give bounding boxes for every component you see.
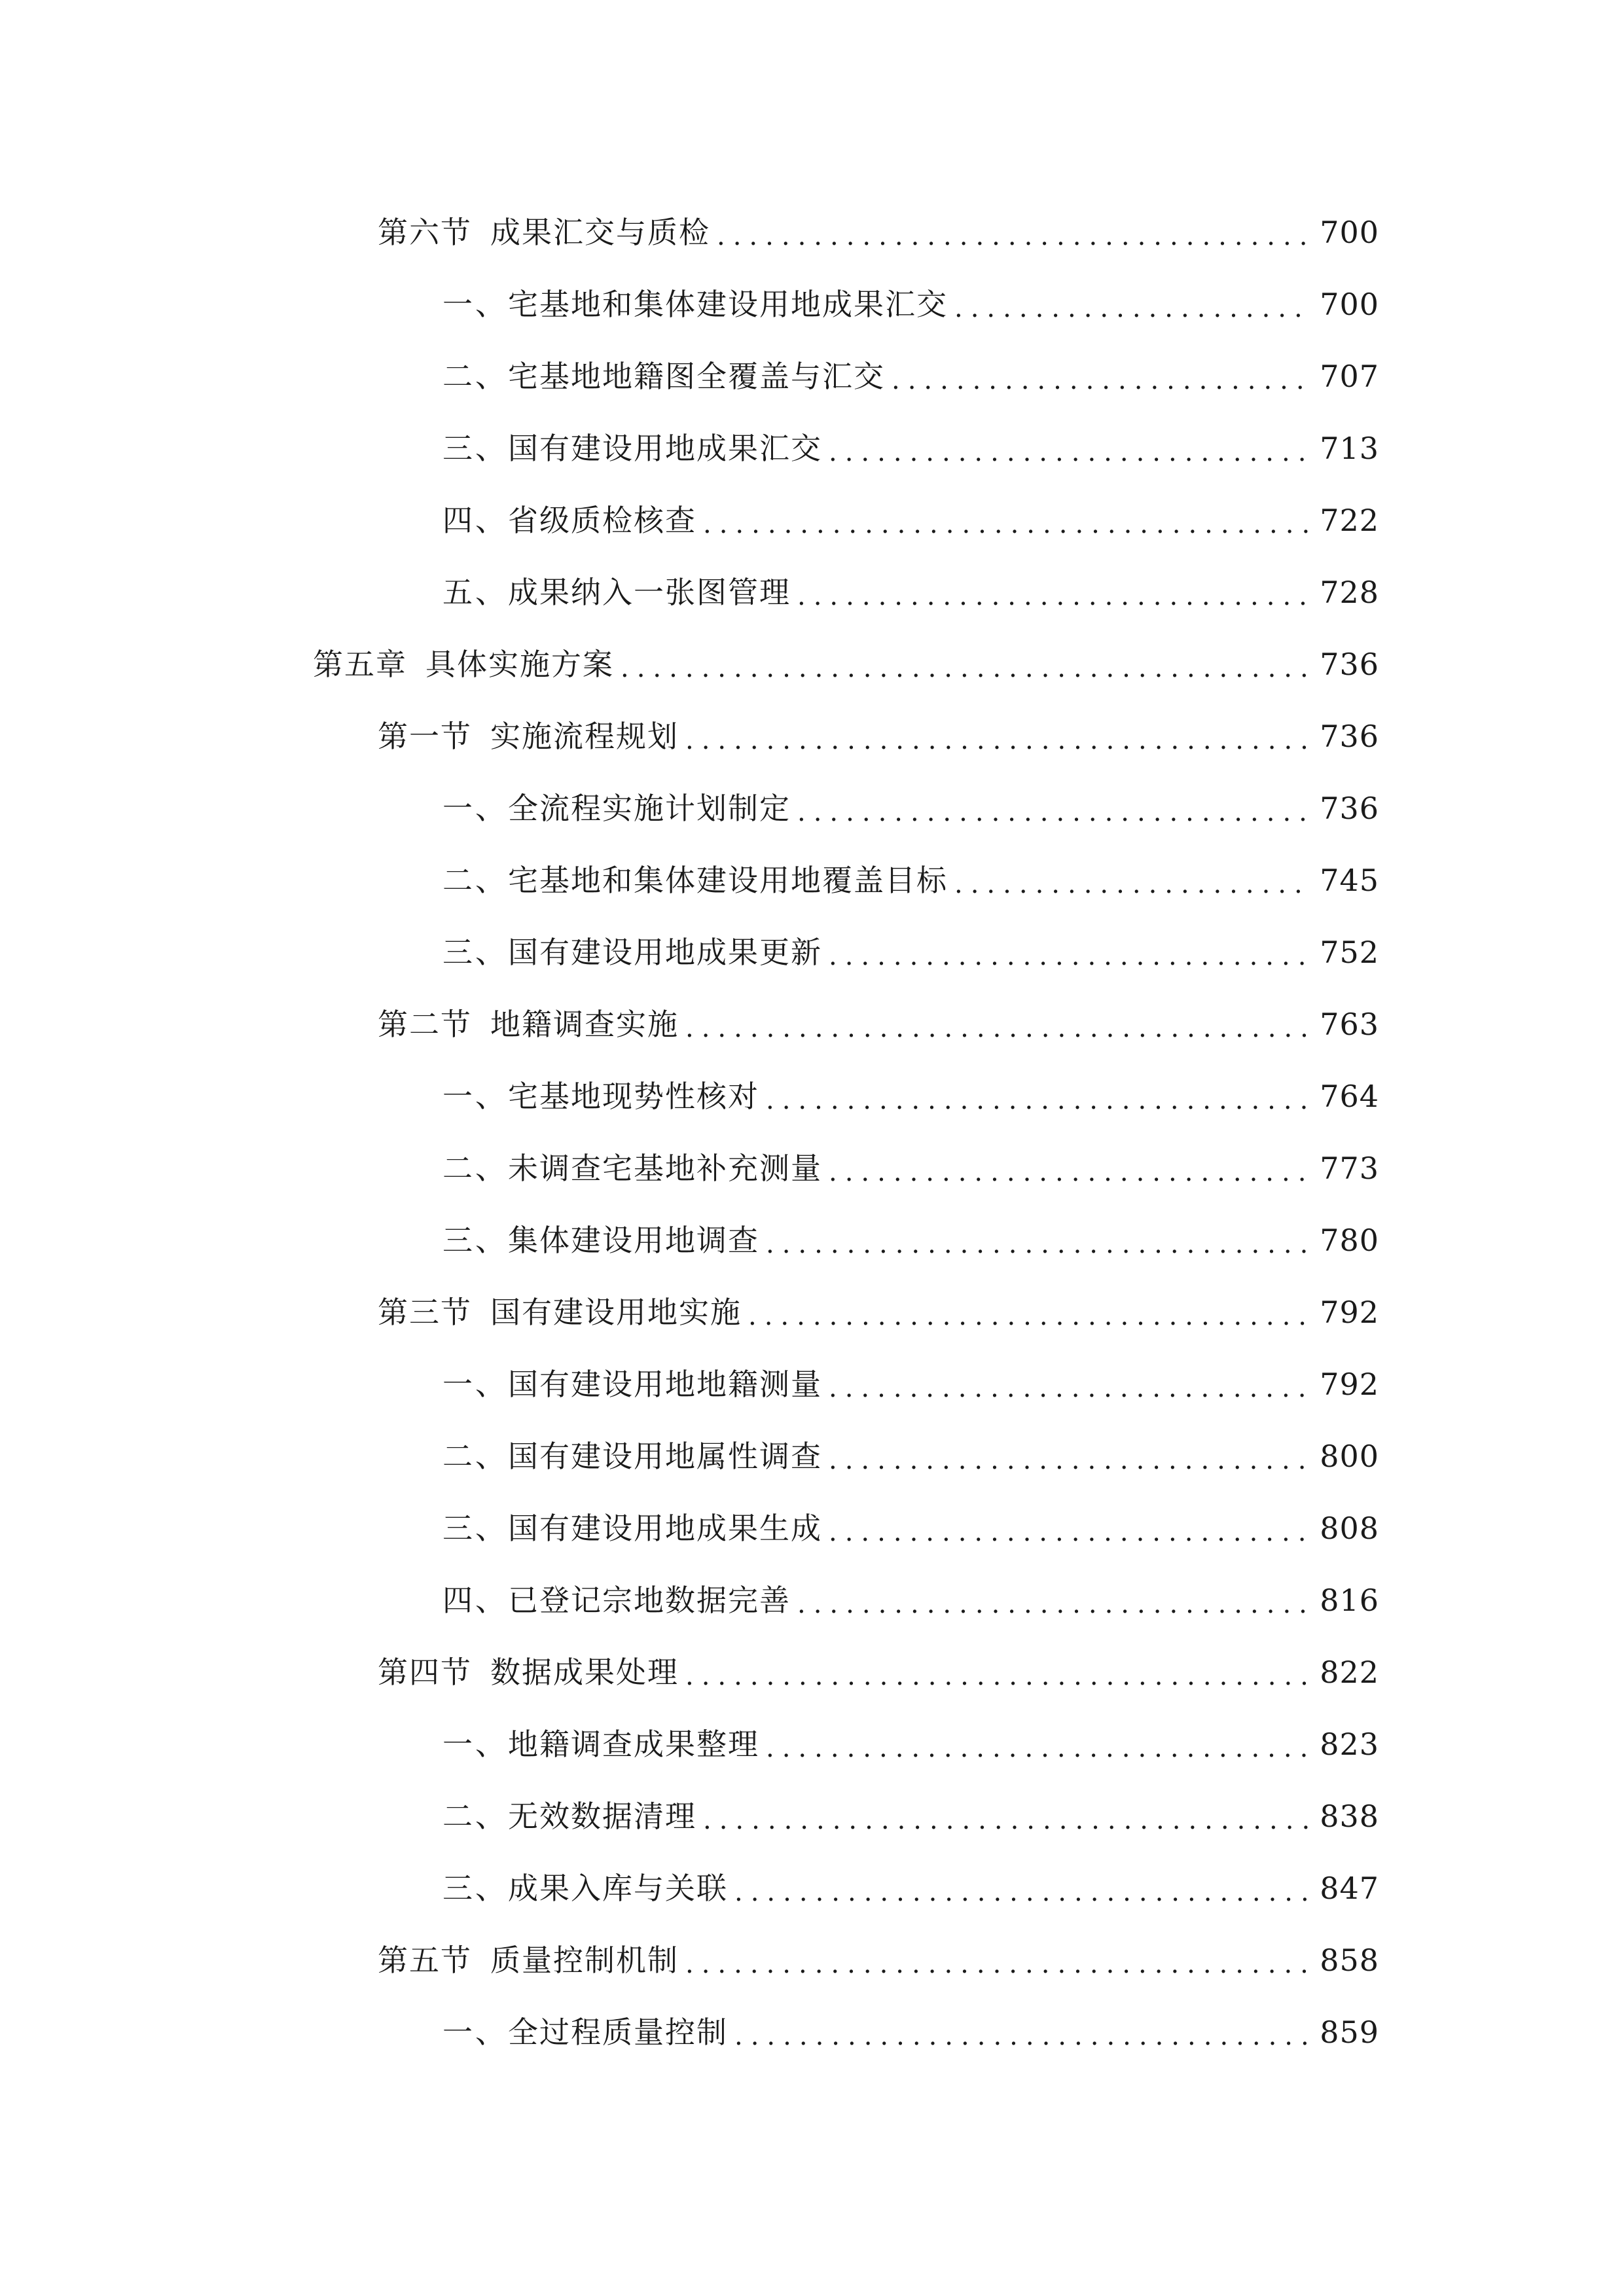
- toc-entry-title: 地籍调查成果整理: [508, 1727, 759, 1762]
- toc-page-number: 847: [1320, 1871, 1379, 1906]
- dot-leader: [685, 1951, 1309, 1977]
- dot-leader: [766, 1735, 1309, 1761]
- toc-entry[interactable]: [0, 916, 1624, 988]
- toc-entry-title: 国有建设用地地籍测量: [508, 1367, 822, 1402]
- toc-entry-marker: 第三节: [378, 1295, 472, 1330]
- toc-entry-title: 成果汇交与质检: [490, 215, 710, 250]
- toc-entry-title: 宅基地和集体建设用地成果汇交: [508, 287, 948, 322]
- toc-page-number: 763: [1320, 1007, 1379, 1042]
- dot-leader: [797, 583, 1309, 609]
- toc-entry[interactable]: [0, 340, 1624, 412]
- dot-leader: [829, 1519, 1309, 1545]
- toc-entry-title: 未调查宅基地补充测量: [508, 1151, 822, 1186]
- toc-entry-title: 国有建设用地实施: [490, 1295, 742, 1330]
- toc-entry[interactable]: [0, 1852, 1624, 1924]
- table-of-contents: [0, 196, 1624, 2068]
- toc-entry-marker: 二、: [442, 1439, 508, 1474]
- toc-page-number: 745: [1320, 863, 1379, 898]
- toc-page-number: 858: [1320, 1943, 1379, 1978]
- toc-entry-title: 国有建设用地成果生成: [508, 1511, 822, 1546]
- dot-leader: [703, 511, 1309, 537]
- toc-entry-marker: 三、: [442, 431, 508, 466]
- toc-entry-marker: 第二节: [378, 1007, 472, 1042]
- toc-entry[interactable]: [0, 1492, 1624, 1564]
- toc-entry-marker: 一、: [442, 791, 508, 826]
- toc-page-number: 792: [1320, 1367, 1379, 1402]
- dot-leader: [829, 1375, 1309, 1401]
- toc-entry-title: 成果入库与关联: [508, 1871, 728, 1906]
- toc-entry-marker: 第五章: [313, 647, 407, 682]
- dot-leader: [892, 367, 1309, 393]
- dot-leader: [829, 1447, 1309, 1473]
- toc-page-number: 707: [1320, 359, 1379, 394]
- dot-leader: [766, 1231, 1309, 1257]
- dot-leader: [829, 1159, 1309, 1185]
- toc-entry[interactable]: [0, 988, 1624, 1060]
- toc-entry-title: 国有建设用地成果汇交: [508, 431, 822, 466]
- toc-page-number: 700: [1320, 287, 1379, 322]
- toc-entry-title: 质量控制机制: [490, 1943, 679, 1978]
- toc-page-number: 713: [1320, 431, 1379, 466]
- toc-entry-marker: 一、: [442, 1727, 508, 1762]
- dot-leader: [734, 1879, 1309, 1905]
- toc-page-number: 859: [1320, 2015, 1379, 2050]
- toc-entry-title: 地籍调查实施: [490, 1007, 679, 1042]
- toc-entry[interactable]: [0, 772, 1624, 844]
- toc-entry[interactable]: [0, 1780, 1624, 1852]
- toc-entry[interactable]: [0, 1636, 1624, 1708]
- toc-entry-marker: 一、: [442, 2015, 508, 2050]
- toc-entry[interactable]: [0, 628, 1624, 700]
- dot-leader: [954, 871, 1309, 897]
- toc-page-number: 792: [1320, 1295, 1379, 1330]
- toc-page-number: 773: [1320, 1151, 1379, 1186]
- toc-entry-marker: 四、: [442, 1583, 508, 1618]
- toc-entry[interactable]: [0, 268, 1624, 340]
- dot-leader: [797, 1591, 1309, 1617]
- dot-leader: [748, 1303, 1309, 1329]
- toc-entry-marker: 第一节: [378, 719, 472, 754]
- toc-entry-title: 宅基地地籍图全覆盖与汇交: [508, 359, 885, 394]
- toc-page-number: 764: [1320, 1079, 1379, 1114]
- dot-leader: [717, 223, 1309, 249]
- dot-leader: [621, 655, 1309, 681]
- toc-page-number: 722: [1320, 503, 1379, 538]
- toc-entry-title: 已登记宗地数据完善: [508, 1583, 791, 1618]
- toc-page-number: 700: [1320, 215, 1379, 250]
- dot-leader: [685, 727, 1309, 753]
- toc-entry-marker: 二、: [442, 1151, 508, 1186]
- dot-leader: [954, 295, 1309, 321]
- toc-entry-marker: 第六节: [378, 215, 472, 250]
- dot-leader: [766, 1087, 1309, 1113]
- toc-entry-marker: 第四节: [378, 1655, 472, 1690]
- dot-leader: [685, 1663, 1309, 1689]
- toc-page-number: 736: [1320, 791, 1379, 826]
- toc-entry-marker: 五、: [442, 575, 508, 610]
- toc-entry-marker: 四、: [442, 503, 508, 538]
- toc-entry-title: 省级质检核查: [508, 503, 696, 538]
- toc-entry[interactable]: [0, 1708, 1624, 1780]
- toc-entry[interactable]: [0, 1276, 1624, 1348]
- toc-entry-marker: 三、: [442, 1223, 508, 1258]
- toc-entry-marker: 一、: [442, 1079, 508, 1114]
- dot-leader: [734, 2023, 1309, 2049]
- toc-entry-title: 宅基地现势性核对: [508, 1079, 759, 1114]
- dot-leader: [829, 943, 1309, 969]
- toc-page-number: 780: [1320, 1223, 1379, 1258]
- toc-page-number: 752: [1320, 935, 1379, 970]
- toc-entry-title: 成果纳入一张图管理: [508, 575, 791, 610]
- toc-entry-title: 集体建设用地调查: [508, 1223, 759, 1258]
- toc-page-number: 728: [1320, 575, 1379, 610]
- toc-entry-title: 无效数据清理: [508, 1799, 696, 1834]
- toc-entry-title: 全过程质量控制: [508, 2015, 728, 2050]
- toc-entry[interactable]: [0, 1924, 1624, 1996]
- dot-leader: [703, 1807, 1309, 1833]
- toc-entry-marker: 一、: [442, 1367, 508, 1402]
- toc-entry[interactable]: [0, 1996, 1624, 2068]
- toc-page-number: 822: [1320, 1655, 1379, 1690]
- toc-page-number: 823: [1320, 1727, 1379, 1762]
- toc-page-number: 808: [1320, 1511, 1379, 1546]
- toc-entry-marker: 三、: [442, 1511, 508, 1546]
- toc-entry-title: 数据成果处理: [490, 1655, 679, 1690]
- toc-entry[interactable]: [0, 844, 1624, 916]
- toc-entry[interactable]: [0, 1420, 1624, 1492]
- toc-entry-marker: 三、: [442, 1871, 508, 1906]
- toc-page-number: 838: [1320, 1799, 1379, 1834]
- toc-entry[interactable]: [0, 1348, 1624, 1420]
- toc-entry[interactable]: [0, 412, 1624, 484]
- dot-leader: [797, 799, 1309, 825]
- toc-entry[interactable]: [0, 196, 1624, 268]
- toc-entry-title: 全流程实施计划制定: [508, 791, 791, 826]
- toc-entry-marker: 二、: [442, 863, 508, 898]
- toc-entry[interactable]: [0, 484, 1624, 556]
- toc-entry-marker: 二、: [442, 359, 508, 394]
- toc-entry-marker: 三、: [442, 935, 508, 970]
- toc-entry[interactable]: [0, 1132, 1624, 1204]
- toc-page-number: 800: [1320, 1439, 1379, 1474]
- toc-entry-marker: 第五节: [378, 1943, 472, 1978]
- toc-entry[interactable]: [0, 556, 1624, 628]
- toc-entry-title: 实施流程规划: [490, 719, 679, 754]
- toc-entry-title: 国有建设用地属性调查: [508, 1439, 822, 1474]
- toc-entry-title: 具体实施方案: [425, 647, 614, 682]
- toc-page-number: 736: [1320, 647, 1379, 682]
- dot-leader: [829, 439, 1309, 465]
- toc-entry-marker: 一、: [442, 287, 508, 322]
- toc-entry[interactable]: [0, 1564, 1624, 1636]
- toc-entry-title: 国有建设用地成果更新: [508, 935, 822, 970]
- toc-page-number: 736: [1320, 719, 1379, 754]
- toc-entry-marker: 二、: [442, 1799, 508, 1834]
- toc-entry[interactable]: [0, 700, 1624, 772]
- toc-entry[interactable]: [0, 1060, 1624, 1132]
- toc-entry[interactable]: [0, 1204, 1624, 1276]
- toc-entry-title: 宅基地和集体建设用地覆盖目标: [508, 863, 948, 898]
- dot-leader: [685, 1015, 1309, 1041]
- toc-page-number: 816: [1320, 1583, 1379, 1618]
